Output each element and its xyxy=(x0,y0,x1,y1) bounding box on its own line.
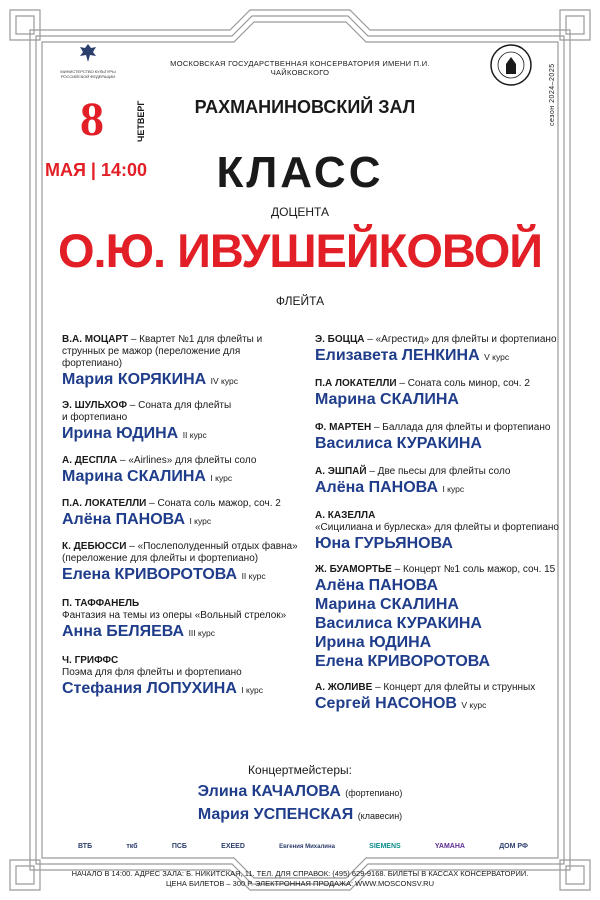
work-title: – Соната соль мажор, соч. 2 xyxy=(146,498,281,509)
composer-name: Ж. БУАМОРТЬЕ xyxy=(315,564,392,575)
performer-course: III курс xyxy=(188,628,215,638)
performer-name: Марина СКАЛИНА xyxy=(315,391,459,408)
composer-line xyxy=(315,378,560,390)
composer-line xyxy=(315,466,560,478)
eagle-emblem-icon xyxy=(78,42,98,64)
work-title: – Концерт для флейты и струнных xyxy=(372,682,536,693)
performer-line xyxy=(62,370,302,391)
event-day: 8 xyxy=(80,93,104,146)
composer-line xyxy=(62,498,282,510)
work-title: – Соната соль минор, соч. 2 xyxy=(396,378,530,389)
program-item xyxy=(62,598,302,643)
performer-course: II курс xyxy=(241,571,266,581)
performer-name: Сергей НАСОНОВ xyxy=(315,695,457,712)
performer-line xyxy=(315,434,560,455)
performer-course: I курс xyxy=(241,685,263,695)
performer-line xyxy=(315,390,560,411)
performer-course: V курс xyxy=(484,352,510,362)
ministry-logo xyxy=(60,42,116,79)
performer-course: I курс xyxy=(442,484,465,494)
work-title: – Концерт №1 соль мажор, соч. 15 xyxy=(391,564,556,575)
performer-name: Елизавета ЛЕНКИНА xyxy=(315,347,480,364)
program-item xyxy=(62,498,302,531)
performer-line xyxy=(62,565,302,586)
accompanist xyxy=(150,804,450,827)
program-item xyxy=(62,400,302,445)
performer-line xyxy=(315,478,560,499)
performer-course: IV курс xyxy=(210,376,238,386)
performer-course: V курс xyxy=(461,700,487,710)
composer-name: П.А. ЛОКАТЕЛЛИ xyxy=(62,498,147,509)
program-item xyxy=(315,510,560,553)
composer-line xyxy=(315,682,560,694)
performer-name: Юна ГУРЬЯНОВА xyxy=(315,535,453,552)
season-text: сезон 2024–2025 xyxy=(549,63,556,126)
performer-name: Ирина ЮДИНА xyxy=(315,634,432,651)
performer-name: Стефания ЛОПУХИНА xyxy=(62,680,237,697)
composer-name: В.А. МОЦАРТ xyxy=(62,334,129,345)
work-title: – «Послеполуденный отдых фавна» (переложение для флейты и фортепиано) xyxy=(62,541,298,564)
composer-name: А. ЖОЛИВЕ xyxy=(315,682,373,693)
program-item xyxy=(315,334,560,367)
accompanist-name: Мария УСПЕНСКАЯ xyxy=(197,806,354,823)
work-title: «Сицилиана и бурлеска» для флейты и фортепиано xyxy=(315,522,559,533)
conservatory-seal-icon xyxy=(490,44,532,86)
program-item xyxy=(62,655,302,700)
performer-name: Алёна ПАНОВА xyxy=(62,511,185,528)
composer-line xyxy=(315,564,560,576)
season-label xyxy=(549,42,561,132)
work-title: – «Airlines» для флейты соло xyxy=(117,455,257,466)
composer-name: Э. БОЦЦА xyxy=(315,334,365,345)
performer-name: Василиса КУРАКИНА xyxy=(315,615,482,632)
instrument-label: ФЛЕЙТА xyxy=(275,294,325,308)
docent-label: ДОЦЕНТА xyxy=(271,205,329,219)
performer-name: Василиса КУРАКИНА xyxy=(315,435,482,452)
conservatory-name: МОСКОВСКАЯ ГОСУДАРСТВЕННАЯ КОНСЕРВАТОРИЯ ИМЕНИ П.И. ЧАЙКОВСКОГО xyxy=(170,59,430,77)
performer-name: Марина СКАЛИНА xyxy=(62,468,206,485)
performer-name: Анна БЕЛЯЕВА xyxy=(62,623,185,640)
ensemble-item xyxy=(315,564,560,671)
hall-name: РАХМАНИНОВСКИЙ ЗАЛ xyxy=(194,97,416,117)
performer-course: II курс xyxy=(182,430,207,440)
sponsor-domrf-logo: ДОМ РФ xyxy=(499,843,528,850)
performer-course: I курс xyxy=(210,473,233,483)
performer-line xyxy=(315,694,560,715)
accompanist-role: (клавесин) xyxy=(357,811,403,821)
program-item xyxy=(315,378,560,411)
composer-line xyxy=(62,334,302,370)
performer-line xyxy=(315,346,560,367)
sponsor-psb-logo: ПСБ xyxy=(171,843,187,850)
ensemble-performers xyxy=(315,576,560,671)
accompanist xyxy=(150,781,450,804)
performer-name: Мария КОРЯКИНА xyxy=(62,371,207,388)
program-right-column xyxy=(315,334,560,725)
program-left-column xyxy=(62,334,302,710)
performer-line xyxy=(62,424,302,445)
weekday-text: ЧЕТВЕРГ xyxy=(136,100,146,142)
composer-name: А. ЭШПАЙ xyxy=(315,466,367,477)
performer-line xyxy=(62,679,302,700)
footer-line-1: НАЧАЛО В 14:00. АДРЕС ЗАЛА: Б. НИКИТСКАЯ, 11. ТЕЛ. ДЛЯ СПРАВОК: (495) 629-9168. БИЛЕТЫ В КАССАХ КОНСЕРВАТОРИИ. xyxy=(71,869,529,878)
performer-line xyxy=(315,534,560,553)
work-title: – Квартет №1 для флейты и струнных ре мажор (переложение для фортепиано) xyxy=(62,334,263,369)
composer-line xyxy=(315,422,560,434)
composer-line xyxy=(62,455,302,467)
event-weekday xyxy=(136,96,148,146)
program-item xyxy=(315,422,560,455)
performer-name: Алёна ПАНОВА xyxy=(315,479,438,496)
class-title: КЛАСС xyxy=(216,148,384,197)
composer-line xyxy=(62,598,302,622)
accompanist-role: (фортепиано) xyxy=(345,788,403,798)
performer-name: Ирина ЮДИНА xyxy=(62,425,179,442)
composer-name: Ч. ГРИФФС xyxy=(62,655,119,666)
accompanists-title: Концертмейстеры: xyxy=(248,763,352,777)
event-datetime: МАЯ | 14:00 xyxy=(45,160,148,180)
work-title: – Баллада для флейты и фортепиано xyxy=(371,422,551,433)
ministry-text: МИНИСТЕРСТВО КУЛЬТУРЫ РОССИЙСКОЙ ФЕДЕРАЦИИ xyxy=(60,69,116,79)
program-item xyxy=(62,541,302,586)
work-title: – Соната для флейты и фортепиано xyxy=(62,400,232,423)
performer-name: Марина СКАЛИНА xyxy=(315,596,459,613)
sponsor-siemens-logo: SIEMENS xyxy=(369,843,401,850)
sponsor-yamaha-logo: YAMAHA xyxy=(434,843,465,850)
footer-info xyxy=(60,869,540,889)
program-item xyxy=(315,682,560,715)
composer-line xyxy=(62,541,302,565)
work-title: – «Агрестид» для флейты и фортепиано xyxy=(364,334,557,345)
footer-line-2: ЦЕНА БИЛЕТОВ – 300 Р. ЭЛЕКТРОННАЯ ПРОДАЖА: WWW.MOSCONSV.RU xyxy=(165,879,435,888)
performer-name: Елена КРИВОРОТОВА xyxy=(315,653,491,670)
composer-name: П. ТАФФАНЕЛЬ xyxy=(62,598,140,609)
composer-name: Э. ШУЛЬХОФ xyxy=(62,400,127,411)
composer-line xyxy=(62,655,302,679)
work-title: Поэма для фля флейты и фортепиано xyxy=(62,667,242,678)
work-title: – Две пьесы для флейты соло xyxy=(366,466,511,477)
composer-name: А. КАЗЕЛЛА xyxy=(315,510,376,521)
program-item xyxy=(62,334,302,391)
sponsor-vtb-logo: ВТБ xyxy=(78,843,93,850)
composer-name: П.А ЛОКАТЕЛЛИ xyxy=(315,378,397,389)
program-item xyxy=(315,466,560,499)
composer-line xyxy=(315,510,560,534)
sponsor-mikhalina-logo: Евгения Михалина xyxy=(279,843,335,850)
performer-line xyxy=(62,467,302,488)
performer-course: I курс xyxy=(189,516,212,526)
work-title: Фантазия на темы из оперы «Вольный стрелок» xyxy=(62,610,287,621)
composer-line xyxy=(315,334,560,346)
sponsor-exeed-logo: EXEED xyxy=(221,843,245,850)
composer-name: К. ДЕБЮССИ xyxy=(62,541,127,552)
program-item xyxy=(62,455,302,488)
accompanists-list xyxy=(150,781,450,827)
performer-line xyxy=(62,510,302,531)
performer-name: Алёна ПАНОВА xyxy=(315,577,438,594)
sponsor-bar xyxy=(78,843,528,850)
sponsor-tkb-logo: ткб xyxy=(126,843,138,850)
performer-name: Елена КРИВОРОТОВА xyxy=(62,566,238,583)
composer-name: А. ДЕСПЛА xyxy=(62,455,118,466)
teacher-name: О.Ю. ИВУШЕЙКОВОЙ xyxy=(57,224,543,277)
performer-line xyxy=(62,622,302,643)
accompanist-name: Элина КАЧАЛОВА xyxy=(197,783,341,800)
composer-line xyxy=(62,400,232,424)
composer-name: Ф. МАРТЕН xyxy=(315,422,372,433)
